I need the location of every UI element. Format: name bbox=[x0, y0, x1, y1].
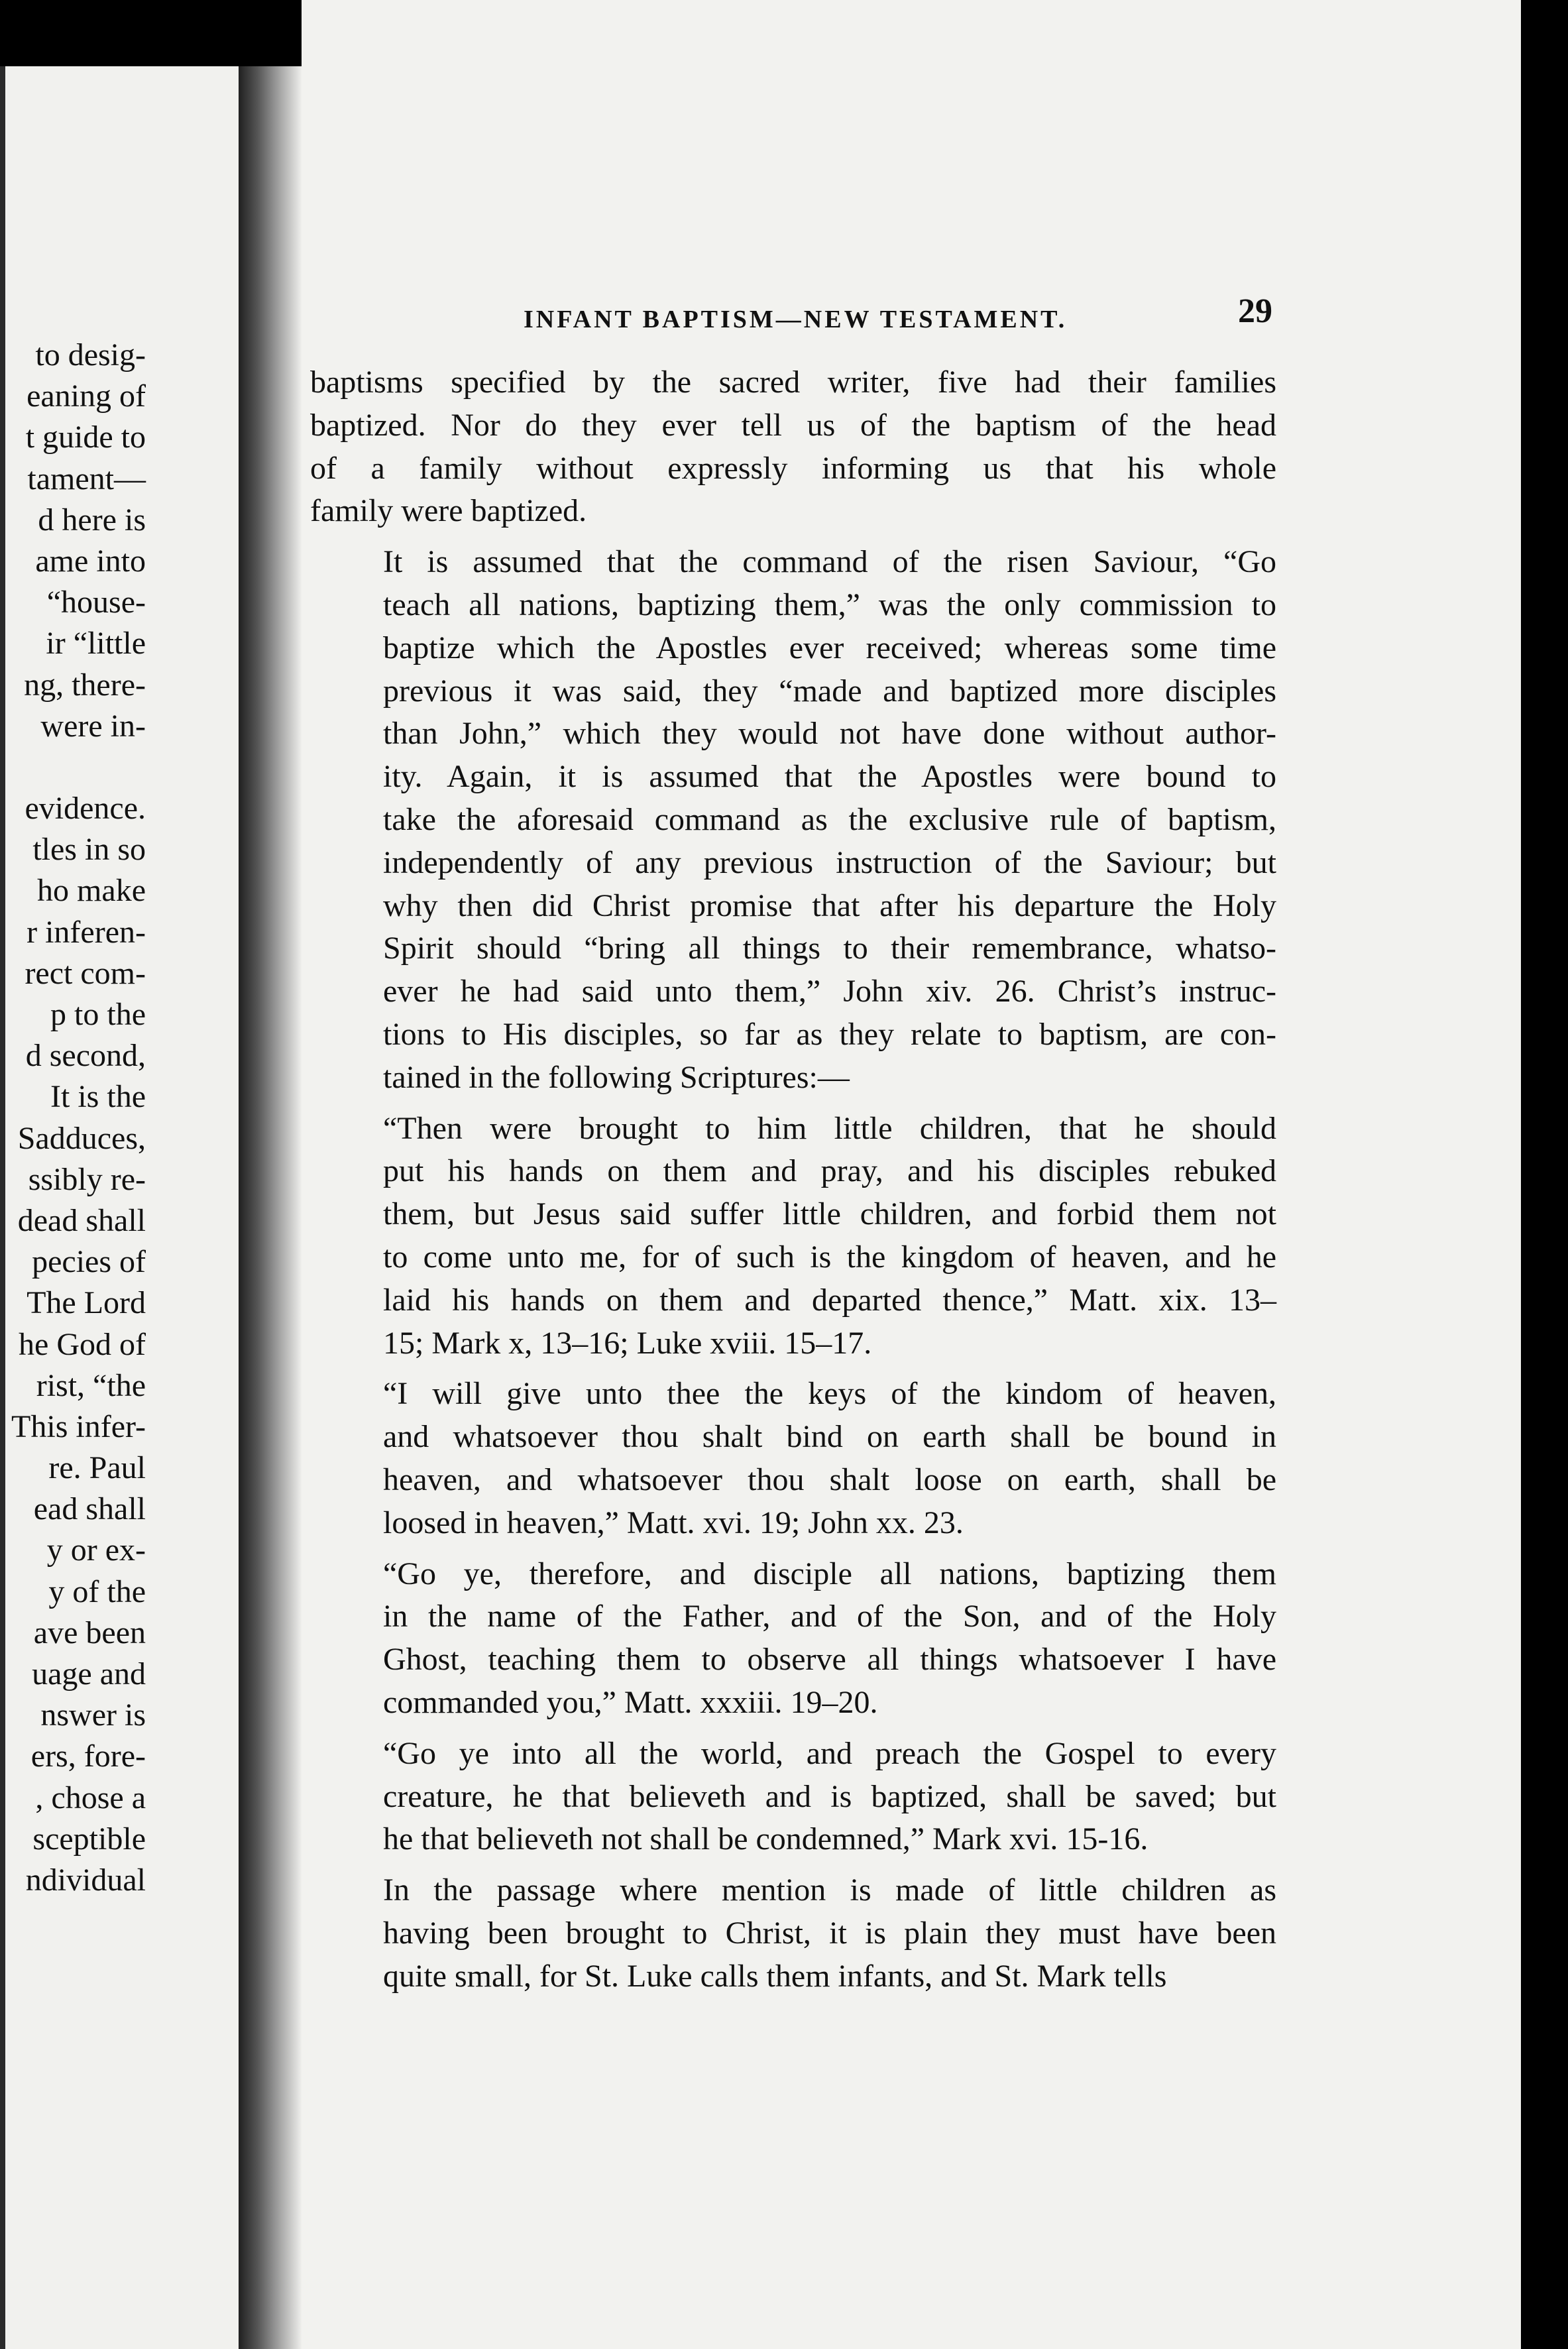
paragraph bbox=[310, 361, 1276, 533]
left-page-line: ng, there- bbox=[24, 667, 146, 703]
left-page-line: ir “little bbox=[46, 626, 146, 661]
text-line: 15; Mark x, 13–16; Luke xviii. 15–17. bbox=[383, 1325, 872, 1361]
running-head bbox=[524, 292, 1286, 345]
left-page-line: y of the bbox=[48, 1574, 146, 1609]
text-line: previous it was said, they “made and baptized more disciples bbox=[383, 673, 1276, 709]
left-page-line: “house- bbox=[46, 585, 146, 620]
left-page-line: It is the bbox=[50, 1079, 146, 1115]
text-line: ity. Again, it is assumed that the Apostles were bound to bbox=[383, 759, 1276, 795]
text-line: ever he had said unto them,” John xiv. 26. Christ’s instruc- bbox=[383, 974, 1276, 1009]
left-page-line bbox=[0, 747, 146, 788]
text-line: laid his hands on them and departed thence,” Matt. xix. 13– bbox=[383, 1282, 1276, 1318]
paragraph bbox=[310, 1373, 1276, 1544]
book-gutter-shadow bbox=[239, 66, 302, 2349]
text-line: family were baptized. bbox=[310, 493, 587, 529]
text-line: of a family without expressly informing us that his whole bbox=[310, 450, 1276, 486]
text-line: commanded you,” Matt. xxxiii. 19–20. bbox=[383, 1684, 878, 1720]
paragraph bbox=[310, 541, 1276, 1099]
text-line: why then did Christ promise that after his departure the Holy bbox=[383, 888, 1276, 923]
main-text-block bbox=[310, 361, 1276, 2006]
text-line: teach all nations, baptizing them,” was the only commission to bbox=[383, 587, 1276, 622]
paragraph bbox=[310, 1869, 1276, 1998]
text-line: put his hands on them and pray, and his disciples rebuked bbox=[383, 1153, 1276, 1189]
left-page-line: evidence. bbox=[25, 791, 146, 827]
left-page-line: ndividual bbox=[25, 1862, 146, 1898]
left-page-line: were in- bbox=[40, 708, 146, 744]
left-page-line: re. Paul bbox=[48, 1450, 146, 1486]
running-head-title: INFANT BAPTISM—NEW TESTAMENT. bbox=[524, 306, 1068, 333]
left-page-line: sceptible bbox=[32, 1821, 146, 1857]
text-line: “I will give unto thee the keys of the kindom of heaven, bbox=[383, 1376, 1276, 1412]
page-number: 29 bbox=[1238, 292, 1272, 330]
left-page-line: rist, “the bbox=[36, 1367, 146, 1403]
left-page-line: dead shall bbox=[17, 1202, 146, 1238]
text-line: and whatsoever thou shalt bind on earth shall be bound in bbox=[383, 1419, 1276, 1455]
text-line: he that believeth not shall be condemned,” Mark xvi. 15-16. bbox=[383, 1821, 1148, 1857]
text-line: “Go ye, therefore, and disciple all nations, baptizing them bbox=[383, 1556, 1276, 1591]
left-page-line: The Lord bbox=[27, 1285, 146, 1321]
right-scan-border bbox=[1521, 0, 1568, 2349]
left-page-line: nswer is bbox=[40, 1697, 146, 1733]
left-page-line: ame into bbox=[35, 543, 146, 579]
left-page-line: r inferen- bbox=[27, 914, 146, 950]
text-line: quite small, for St. Luke calls them infants, and St. Mark tells bbox=[383, 1958, 1167, 1994]
text-line: to come unto me, for of such is the kingdom of heaven, and he bbox=[383, 1239, 1276, 1275]
left-facing-page bbox=[0, 66, 239, 2349]
left-page-line: ho make bbox=[37, 873, 146, 909]
text-line: baptized. Nor do they ever tell us of the baptism of the head bbox=[310, 407, 1276, 443]
text-line: In the passage where mention is made of little children as bbox=[383, 1872, 1276, 1908]
left-page-line: t guide to bbox=[25, 420, 146, 455]
text-line: loosed in heaven,” Matt. xvi. 19; John xx. 23. bbox=[383, 1505, 964, 1540]
text-line: “Go ye into all the world, and preach the Gospel to every bbox=[383, 1735, 1276, 1771]
left-page-line: uage and bbox=[32, 1656, 146, 1691]
left-page-line: rect com- bbox=[25, 955, 146, 991]
left-page-line: eaning of bbox=[27, 378, 146, 414]
text-line: tions to His disciples, so far as they relate to baptism, are con- bbox=[383, 1016, 1276, 1052]
text-line: take the aforesaid command as the exclusive rule of baptism, bbox=[383, 801, 1276, 837]
left-page-line: Sadduces, bbox=[17, 1120, 146, 1156]
text-line: in the name of the Father, and of the Son, and of the Holy bbox=[383, 1599, 1276, 1634]
left-page-line: This infer- bbox=[11, 1408, 146, 1444]
left-page-line: d here is bbox=[38, 502, 146, 538]
text-line: creature, he that believeth and is baptized, shall be saved; but bbox=[383, 1778, 1276, 1814]
text-line: having been brought to Christ, it is plain they must have been bbox=[383, 1915, 1276, 1951]
text-line: It is assumed that the command of the risen Saviour, “Go bbox=[383, 544, 1276, 580]
text-line: Spirit should “bring all things to their remembrance, whatso- bbox=[383, 931, 1276, 966]
text-line: heaven, and whatsoever thou shalt loose on earth, shall be bbox=[383, 1461, 1276, 1497]
text-line: tained in the following Scriptures:— bbox=[383, 1059, 850, 1095]
text-line: “Then were brought to him little children, that he should bbox=[383, 1110, 1276, 1146]
text-line: Ghost, teaching them to observe all things whatsoever I have bbox=[383, 1642, 1276, 1678]
left-page-line: ead shall bbox=[33, 1491, 146, 1527]
left-page-line: to desig- bbox=[35, 337, 146, 372]
left-page-line: tles in so bbox=[32, 832, 146, 868]
text-line: baptize which the Apostles ever received; whereas some time bbox=[383, 630, 1276, 665]
left-page-line: ssibly re- bbox=[28, 1161, 146, 1197]
left-page-line: tament— bbox=[27, 461, 146, 496]
left-page-line: ave been bbox=[33, 1615, 146, 1650]
left-page-line: , chose a bbox=[35, 1780, 146, 1815]
left-page-line: d second, bbox=[25, 1038, 146, 1074]
paragraph bbox=[310, 1553, 1276, 1725]
text-line: them, but Jesus said suffer little children, and forbid them not bbox=[383, 1196, 1276, 1232]
text-line: independently of any previous instruction of the Saviour; but bbox=[383, 844, 1276, 880]
left-page-text-fragments bbox=[0, 335, 146, 1901]
text-line: than John,” which they would not have done without author- bbox=[383, 716, 1276, 752]
left-page-line: y or ex- bbox=[46, 1532, 146, 1568]
paragraph bbox=[310, 1733, 1276, 1861]
left-page-line: ers, fore- bbox=[30, 1739, 146, 1774]
text-line: baptisms specified by the sacred writer, five had their families bbox=[310, 365, 1276, 400]
left-page-line: he God of bbox=[19, 1326, 146, 1362]
paragraph bbox=[310, 1108, 1276, 1365]
left-page-line: p to the bbox=[50, 997, 146, 1032]
left-page-line: pecies of bbox=[32, 1244, 146, 1280]
